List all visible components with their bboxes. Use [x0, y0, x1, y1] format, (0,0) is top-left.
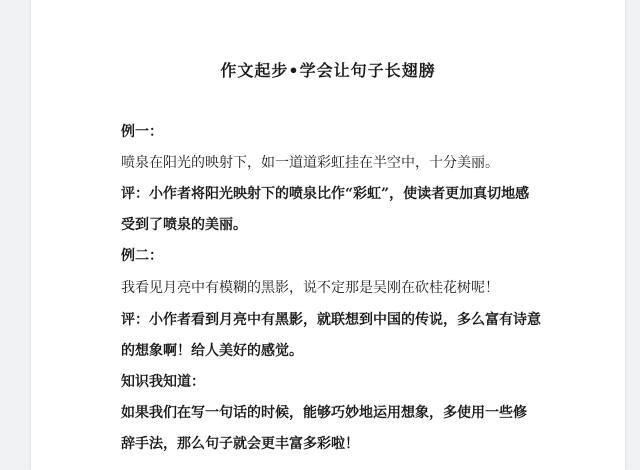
- paragraph-knowledge-line-1: 如果我们在写一句话的时候，能够巧妙地运用想象，多使用一些修: [121, 405, 527, 421]
- document-page: [31, 0, 625, 470]
- paragraph-knowledge-line-2: 辞手法，那么句子就会更丰富多彩啦！: [121, 436, 359, 452]
- paragraph-comment-2-line-2: 的想象啊！给人美好的感觉。: [121, 343, 303, 359]
- paragraph-comment-2-line-1: 评：小作者看到月亮中有黑影，就联想到中国的传说，多么富有诗意: [121, 312, 541, 328]
- paragraph-comment-1-line-1: 评：小作者将阳光映射下的喷泉比作“彩虹”，使读者更加真切地感: [121, 186, 530, 202]
- paragraph-example-2-heading: 例二：: [121, 248, 163, 264]
- paragraph-knowledge-heading: 知识我知道：: [121, 374, 205, 390]
- paragraph-example-2-sentence: 我看见月亮中有模糊的黑影，说不定那是吴刚在砍桂花树呢！: [121, 280, 499, 296]
- paragraph-example-1-sentence: 喷泉在阳光的映射下，如一道道彩虹挂在半空中，十分美丽。: [121, 155, 499, 171]
- document-title: 作文起步•学会让句子长翅膀: [220, 61, 436, 80]
- paragraph-comment-1-line-2: 受到了喷泉的美丽。: [121, 217, 247, 233]
- paragraph-example-1-heading: 例一：: [121, 124, 163, 140]
